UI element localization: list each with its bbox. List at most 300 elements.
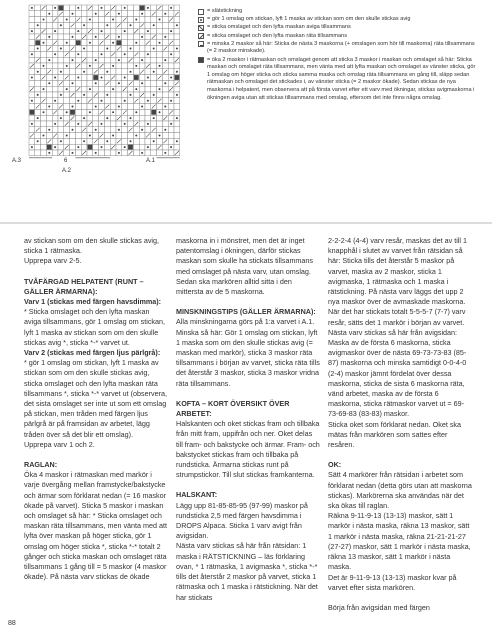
chart-symbol xyxy=(147,77,149,79)
chart-cell xyxy=(104,86,110,92)
chart-cell xyxy=(35,63,41,69)
chart-cell xyxy=(110,138,116,144)
chart-cell xyxy=(116,144,122,150)
chart-symbol xyxy=(164,82,166,84)
chart-cell xyxy=(81,17,87,23)
chart-cell xyxy=(168,150,174,156)
chart-symbol xyxy=(43,111,45,113)
chart-cell xyxy=(87,150,93,156)
chart-cell xyxy=(110,115,116,121)
chart-cell xyxy=(29,22,35,28)
paragraph: KOFTA – KORT ÖVERSIKT ÖVER ARBETET: xyxy=(176,398,290,419)
chart-symbol xyxy=(101,7,103,9)
chart-cell xyxy=(70,40,76,46)
chart-cell xyxy=(162,5,168,11)
chart-symbol xyxy=(159,42,161,44)
chart-cell xyxy=(110,69,116,75)
chart-symbol xyxy=(48,129,50,131)
chart-cell xyxy=(122,40,128,46)
chart-cell xyxy=(128,63,134,69)
chart-cell xyxy=(157,46,163,52)
legend-item xyxy=(198,8,478,16)
chart-symbol xyxy=(54,7,56,9)
chart-symbol xyxy=(130,48,132,50)
paragraph: Lägg upp 81-85-85-95 (97-99) maskor på rundsticka 2,5 med färgen havsdimma i DROPS Alpaca. Sticka 1 varv avigt från avigsidan. Nästa varv stickas så här från rätsidan: 1 maska i RÄTSTICKNING – läs förklaring ovan, * 1 rätmaska, 1 avigmaska *, sticka *-* tills det återstår 2 maskor på varvet, sticka 1 rätmaska och 1 maska i rätstickning. När det har stickats xyxy=(176,500,318,602)
chart-cell xyxy=(87,46,93,52)
chart-cell xyxy=(87,75,93,81)
chart-cell xyxy=(151,40,157,46)
chart-cell xyxy=(157,121,163,127)
chart-cell xyxy=(35,11,41,17)
chart-symbol xyxy=(159,111,161,113)
chart-symbol xyxy=(72,36,74,38)
chart-cell xyxy=(157,57,163,63)
chart-cell xyxy=(46,109,52,115)
chart-cell xyxy=(116,63,122,69)
chart-symbol xyxy=(54,100,56,102)
chart-symbol xyxy=(153,24,155,26)
chart-cell xyxy=(46,17,52,23)
chart-cell xyxy=(52,92,58,98)
chart-symbol xyxy=(130,24,132,26)
chart-cell xyxy=(35,121,41,127)
text-column-1 xyxy=(24,236,168,583)
chart-cell xyxy=(87,104,93,110)
chart-cell xyxy=(58,121,64,127)
paragraph: 2-2-2-4 (4-4) varv resår, maskas det av till 1 knapphål i slutet av varvet från rätsidan så här: Sticka tills det återstår 5 maskor på varvet, maska av 2 maskor, sticka 1 avigmaska, 1 rätmaska och 1 maska i rätstickning. På nästa varv läggs det upp 2 nya maskor över de avmaskade maskorna. När det har stickats totalt 5-5-5-7 (7-7) varv resår, sätts det 1 markör i början av varvet. Nästa varv stickas så här från avigsidan: Maska av de första 6 maskorna, sticka avigmaskor över de nästa 69-73-73-83 (85-87) maskorna och minska samtidigt 0-0-4-0 (2-4) maskor jämnt fördelat över dessa maskorna, sticka de sista 6 maskorna räta, vänd arbetet, maska av de första 6 maskorna, sticka rätmaskor varvet ut = 69-73-69-83 (83-83) maskor. Sticka oket som förklarat nedan. Oket ska mätas från markören som sattes efter resåren. xyxy=(328,236,468,450)
chart-cell xyxy=(75,115,81,121)
chart-cell xyxy=(157,138,163,144)
chart-cell xyxy=(64,98,70,104)
chart-cell xyxy=(139,40,145,46)
chart-cell xyxy=(52,150,58,156)
chart-cell xyxy=(99,46,105,52)
chart-symbol xyxy=(141,82,143,84)
chart-symbol xyxy=(31,30,33,32)
chart-cell xyxy=(128,109,134,115)
chart-cell xyxy=(64,46,70,52)
chart-cell xyxy=(99,138,105,144)
chart-cell xyxy=(99,22,105,28)
chart-cell xyxy=(162,86,168,92)
chart-symbol xyxy=(93,75,98,80)
chart-symbol xyxy=(101,100,103,102)
chart-symbol xyxy=(117,40,122,45)
chart-symbol xyxy=(170,7,172,9)
dash-square-icon xyxy=(198,41,204,47)
paragraph: av stickan som om den skulle stickas avig, sticka 1 rätmaska. Upprepa varv 2-5. xyxy=(24,236,160,266)
chart-cell xyxy=(168,34,174,40)
chart-cell xyxy=(46,75,52,81)
chart-symbol xyxy=(48,36,50,38)
chart-cell xyxy=(75,57,81,63)
chart-cell xyxy=(145,104,151,110)
chart-cell xyxy=(41,121,47,127)
chart-cell xyxy=(93,51,99,57)
chart-symbol xyxy=(83,71,85,73)
chart-symbol xyxy=(72,129,74,131)
chart-cell xyxy=(168,63,174,69)
chart-cell xyxy=(93,98,99,104)
chart-symbol xyxy=(54,146,56,148)
chart-cell xyxy=(52,22,58,28)
chart-cell xyxy=(139,121,145,127)
chart-cell xyxy=(93,86,99,92)
chart-cell xyxy=(99,34,105,40)
chart-cell xyxy=(41,80,47,86)
chart-cell xyxy=(46,22,52,28)
chart-cell xyxy=(133,69,139,75)
paragraph: maskorna in i mönstret, men det är inget patentomslag i ökningen, därför stickas maskan som skulle ha stickats tillsammans med omslaget på nästa varv, utan omslag. Sedan ska markören alltid sitta i den mittersta av de 5 maskorna. xyxy=(176,236,314,297)
chart-cell xyxy=(168,80,174,86)
chart-cell xyxy=(122,115,128,121)
chart-cell xyxy=(162,121,168,127)
chart-cell xyxy=(174,5,180,11)
chart-symbol xyxy=(106,94,108,96)
chart-cell xyxy=(93,63,99,69)
chart-cell xyxy=(133,115,139,121)
chart-cell xyxy=(99,86,105,92)
chart-cell xyxy=(122,133,128,139)
chart-cell xyxy=(145,109,151,115)
chart-symbol xyxy=(147,30,149,32)
chart-cell xyxy=(75,22,81,28)
chart-cell xyxy=(139,144,145,150)
chart-symbol xyxy=(170,77,172,79)
chart-cell xyxy=(145,80,151,86)
chart-cell xyxy=(139,28,145,34)
chart-label-a2: A.2 xyxy=(62,168,72,174)
chart-symbol xyxy=(77,53,79,55)
chart-label-a1: A.1 xyxy=(146,158,156,164)
chart-cell xyxy=(139,86,145,92)
legend-text: = sticka omslaget och den lyfta maskan räta tillsammans xyxy=(207,32,348,39)
chart-cell xyxy=(133,22,139,28)
chart-cell xyxy=(104,121,110,127)
chart-cell xyxy=(128,104,134,110)
chart-symbol xyxy=(72,106,74,108)
chart-cell xyxy=(162,98,168,104)
legend-text: = slätstickning xyxy=(207,8,243,14)
chart-symbol xyxy=(159,88,161,90)
chart-cell xyxy=(52,34,58,40)
chart-cell xyxy=(75,11,81,17)
slash-square-icon xyxy=(198,25,204,31)
chart-cell xyxy=(116,92,122,98)
chart-symbol xyxy=(112,111,114,113)
chart-cell xyxy=(35,75,41,81)
chart-cell xyxy=(52,115,58,121)
chart-cell xyxy=(64,138,70,144)
chart-cell xyxy=(157,104,163,110)
chart-symbol xyxy=(112,42,114,44)
chart-cell xyxy=(110,150,116,156)
chart-cell xyxy=(52,104,58,110)
chart-cell xyxy=(168,138,174,144)
chart-cell xyxy=(151,17,157,23)
chart-symbol xyxy=(106,24,108,26)
chart-symbol xyxy=(153,140,155,142)
chart-cell xyxy=(151,80,157,86)
chart-cell xyxy=(133,92,139,98)
chart-cell xyxy=(41,127,47,133)
chart-cell xyxy=(52,11,58,17)
chart-cell xyxy=(99,92,105,98)
chart-cell xyxy=(87,80,93,86)
knitting-chart xyxy=(28,4,188,204)
chart-symbol xyxy=(164,129,166,131)
chart-symbol xyxy=(176,71,178,73)
chart-cell xyxy=(41,150,47,156)
chart-cell xyxy=(87,138,93,144)
chart-cell xyxy=(29,150,35,156)
chart-cell xyxy=(29,46,35,52)
chart-symbol xyxy=(77,77,79,79)
chart-cell xyxy=(75,80,81,86)
chart-cell xyxy=(52,138,58,144)
chart-symbol xyxy=(147,123,149,125)
chart-cell xyxy=(41,115,47,121)
chart-cell xyxy=(75,46,81,52)
chart-cell xyxy=(162,17,168,23)
chart-symbol xyxy=(66,42,68,44)
legend-item xyxy=(198,24,478,32)
chart-symbol xyxy=(43,42,45,44)
chart-symbol xyxy=(176,140,178,142)
empty-square-icon xyxy=(198,9,204,15)
chart-cell xyxy=(151,98,157,104)
chart-cell xyxy=(122,57,128,63)
chart-cell xyxy=(41,22,47,28)
chart-symbol xyxy=(159,135,161,137)
chart-symbol xyxy=(83,140,85,142)
chart-symbol xyxy=(77,123,79,125)
chart-symbol xyxy=(66,19,68,21)
chart-symbol xyxy=(95,82,97,84)
chart-symbol xyxy=(48,106,50,108)
legend-text: = sticka omslaget och den lyfta maskan aviga tillsammans xyxy=(207,24,351,31)
chart-symbol xyxy=(37,71,39,73)
chart-cell xyxy=(87,115,93,121)
chart-symbol xyxy=(124,146,126,148)
chart-symbol xyxy=(77,146,79,148)
chart-symbol xyxy=(76,40,81,45)
chart-symbol xyxy=(118,129,120,131)
chart-symbol xyxy=(140,6,145,11)
chart-cell xyxy=(46,63,52,69)
chart-cell xyxy=(81,133,87,139)
chart-cell xyxy=(133,34,139,40)
chart-cell xyxy=(46,51,52,57)
chart-symbol xyxy=(147,7,149,9)
chart-symbol xyxy=(141,129,143,131)
chart-symbol xyxy=(72,152,74,154)
chart-cell xyxy=(64,57,70,63)
chart-cell xyxy=(104,57,110,63)
chart-cell xyxy=(41,11,47,17)
chart-cell xyxy=(70,133,76,139)
chart-cell xyxy=(174,34,180,40)
chart-cell xyxy=(75,34,81,40)
chart-cell xyxy=(116,28,122,34)
chart-cell xyxy=(58,17,64,23)
chart-cell xyxy=(139,109,145,115)
chart-cell xyxy=(41,92,47,98)
chart-cell xyxy=(116,98,122,104)
chart-cell xyxy=(87,57,93,63)
chart-cell xyxy=(128,75,134,81)
chart-cell xyxy=(93,109,99,115)
chart-symbol xyxy=(153,71,155,73)
chart-cell xyxy=(64,150,70,156)
chart-cell xyxy=(58,98,64,104)
chart-cell xyxy=(145,150,151,156)
legend-text: = minska 2 maskor så här: Sticka de nästa 3 maskorna (+ omslagen som hör till maskorna) räta tillsammans (= 2 maskor minskade). xyxy=(207,40,475,55)
chart-cell xyxy=(64,28,70,34)
chart-symbol xyxy=(118,13,120,15)
chart-cell xyxy=(116,86,122,92)
chart-cell xyxy=(145,11,151,17)
paragraph: Börja från avigsidan med färgen xyxy=(328,602,430,612)
chart-symbol xyxy=(95,106,97,108)
chart-symbol xyxy=(77,7,79,9)
chart-cell xyxy=(122,92,128,98)
chart-cell xyxy=(110,98,116,104)
chart-cell xyxy=(46,86,52,92)
chart-symbol xyxy=(54,123,56,125)
chart-symbol xyxy=(128,145,133,150)
chart-cell xyxy=(35,5,41,11)
chart-cell xyxy=(46,115,52,121)
chart-symbol xyxy=(135,65,137,67)
chart-legend xyxy=(198,8,478,103)
chart-cell xyxy=(122,69,128,75)
chart-symbol xyxy=(60,140,62,142)
chart-cell xyxy=(29,115,35,121)
chart-cell xyxy=(93,28,99,34)
chart-cell xyxy=(75,92,81,98)
chart-symbol xyxy=(135,111,137,113)
chart-cell xyxy=(122,22,128,28)
chart-cell xyxy=(151,57,157,63)
chart-cell xyxy=(70,86,76,92)
chart-symbol xyxy=(101,123,103,125)
chart-symbol xyxy=(135,19,137,21)
chart-cell xyxy=(157,127,163,133)
chart-cell xyxy=(41,51,47,57)
chart-symbol xyxy=(48,13,50,15)
chart-cell xyxy=(145,17,151,23)
chart-symbol xyxy=(54,53,56,55)
chart-cell xyxy=(35,17,41,23)
chart-cell xyxy=(81,86,87,92)
paragraph: TVÅFÄRGAD HELPATENT (RUNT – GÄLLER ÄRMARNA): xyxy=(24,276,144,296)
chart-symbol xyxy=(112,135,114,137)
chart-cell xyxy=(99,115,105,121)
chart-cell xyxy=(35,86,41,92)
chart-symbol xyxy=(118,106,120,108)
chart-cell xyxy=(75,104,81,110)
legend-item xyxy=(198,57,478,103)
chart-symbol xyxy=(135,88,137,90)
chart-cell xyxy=(133,138,139,144)
chart-cell xyxy=(99,127,105,133)
chart-symbol xyxy=(164,152,166,154)
chart-symbol xyxy=(59,6,64,11)
chart-cell xyxy=(81,5,87,11)
chart-cell xyxy=(139,46,145,52)
chart-cell xyxy=(133,144,139,150)
chart-cell xyxy=(64,34,70,40)
chart-symbol xyxy=(89,42,91,44)
chart-cell xyxy=(35,28,41,34)
chart-cell xyxy=(29,104,35,110)
chart-cell xyxy=(29,138,35,144)
chart-cell xyxy=(116,75,122,81)
chart-cell xyxy=(46,5,52,11)
text-column-3 xyxy=(328,236,472,613)
chart-symbol xyxy=(54,77,56,79)
chart-cell xyxy=(157,115,163,121)
chart-cell xyxy=(99,11,105,17)
chart-cell xyxy=(139,133,145,139)
chart-cell xyxy=(58,57,64,63)
chart-symbol xyxy=(77,100,79,102)
chart-symbol xyxy=(124,77,126,79)
chart-cell xyxy=(157,34,163,40)
chart-cell xyxy=(99,17,105,23)
chart-symbol xyxy=(159,19,161,21)
chart-cell xyxy=(58,144,64,150)
chart-cell xyxy=(162,22,168,28)
chart-symbol xyxy=(101,77,103,79)
chart-cell xyxy=(133,11,139,17)
page-number: 88 xyxy=(8,620,16,627)
chart-cell xyxy=(52,80,58,86)
chart-cell xyxy=(157,22,163,28)
paragraph: RAGLAN: xyxy=(24,460,58,470)
chart-symbol xyxy=(89,135,91,137)
chart-cell xyxy=(81,40,87,46)
backslash-square-icon xyxy=(198,33,204,39)
paragraph: MINSKNINGSTIPS (GÄLLER ÄRMARNA): xyxy=(176,307,316,317)
chart-symbol xyxy=(95,59,97,61)
chart-cell xyxy=(157,69,163,75)
chart-symbol xyxy=(37,140,39,142)
chart-cell xyxy=(35,80,41,86)
chart-symbol xyxy=(164,13,166,15)
chart-symbol xyxy=(170,30,172,32)
chart-cell xyxy=(58,51,64,57)
paragraph: Varv 1 (stickas med färgen havsdimma): xyxy=(24,297,162,307)
chart-symbol xyxy=(106,48,108,50)
chart-cell xyxy=(162,63,168,69)
chart-cell xyxy=(162,109,168,115)
chart-cell xyxy=(174,127,180,133)
chart-cell xyxy=(93,133,99,139)
chart-cell xyxy=(139,138,145,144)
chart-symbol xyxy=(130,71,132,73)
chart-cell xyxy=(35,109,41,115)
chart-symbol xyxy=(89,88,91,90)
chart-cell xyxy=(151,5,157,11)
chart-cell xyxy=(174,63,180,69)
chart-symbol xyxy=(95,13,97,15)
chart-symbol xyxy=(135,42,137,44)
chart-symbol xyxy=(147,100,149,102)
chart-symbol xyxy=(112,65,114,67)
chart-symbol xyxy=(31,146,33,148)
